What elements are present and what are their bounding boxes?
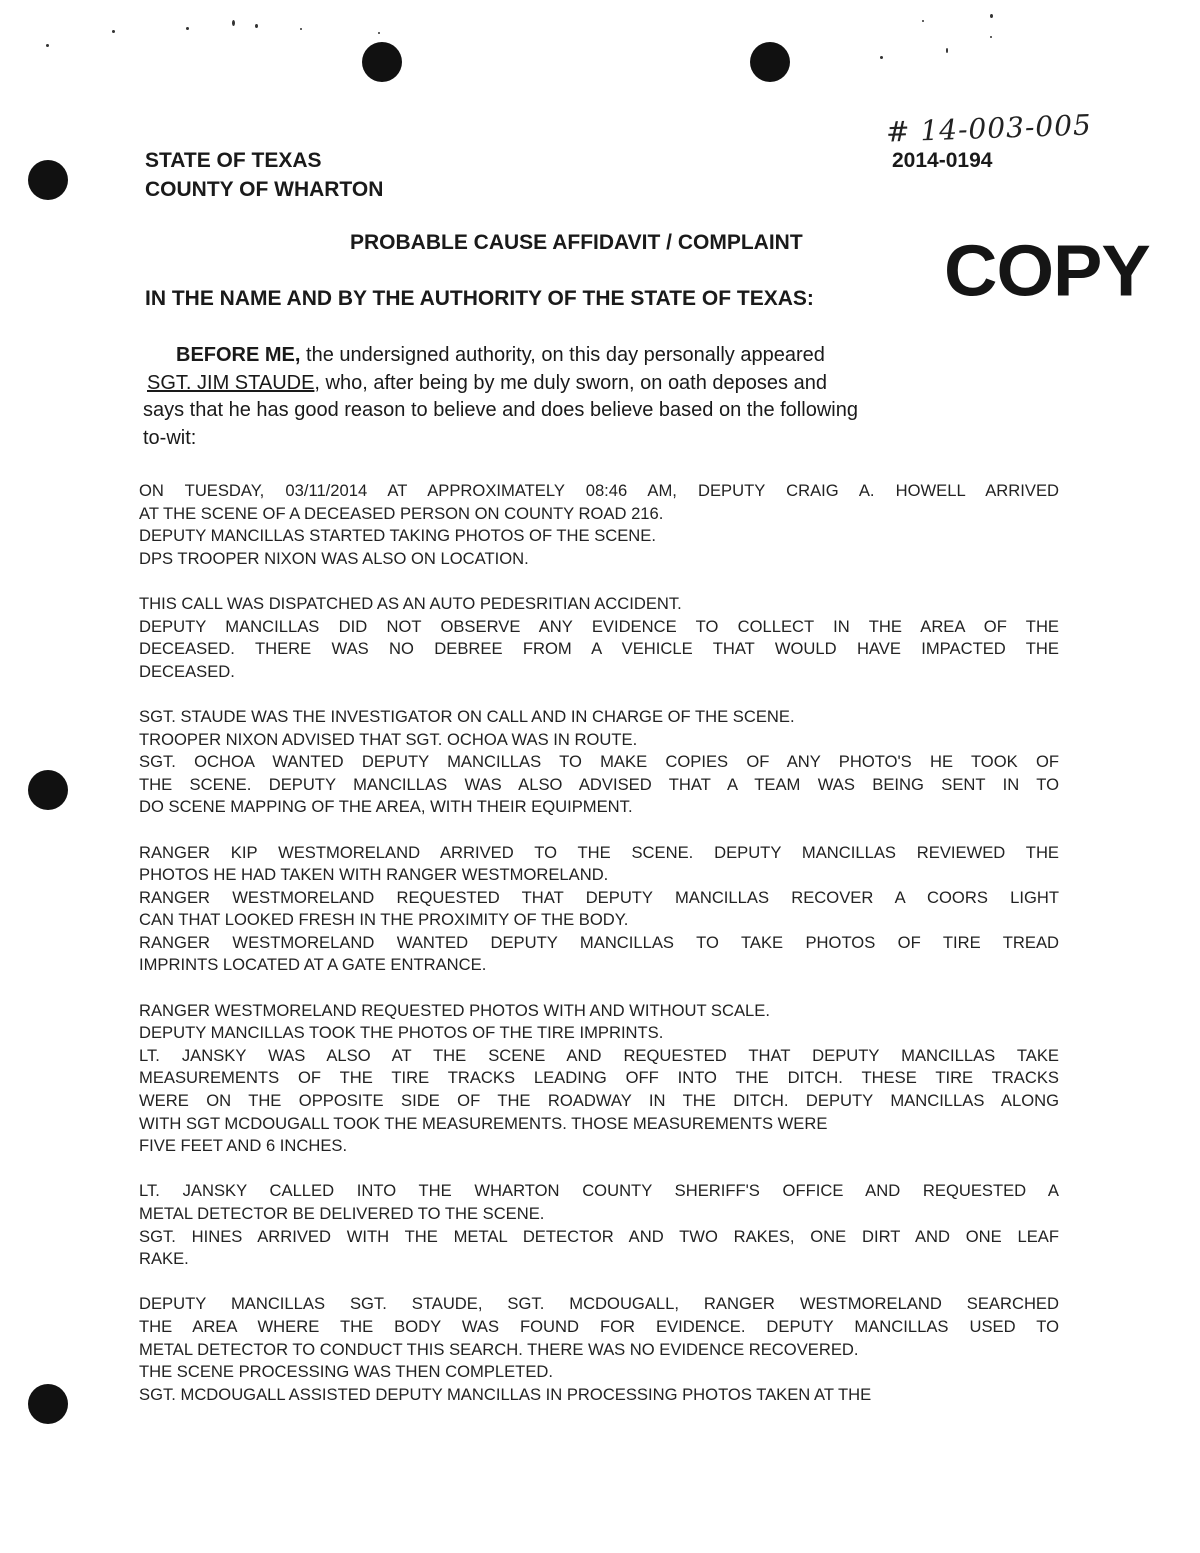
scan-speck xyxy=(880,56,883,59)
narrative-line: WERE ON THE OPPOSITE SIDE OF THE ROADWAY IN THE DITCH. DEPUTY MANCILLAS ALONG xyxy=(139,1091,1059,1111)
scan-speck xyxy=(300,28,302,30)
narrative-line: DEPUTY MANCILLAS SGT. STAUDE, SGT. MCDOUGALL, RANGER WESTMORELAND SEARCHED xyxy=(139,1294,1059,1314)
scan-speck xyxy=(946,48,948,53)
intro-line-1 xyxy=(143,342,1003,370)
scan-speck xyxy=(46,44,49,47)
narrative-line: DECEASED. THERE WAS NO DEBREE FROM A VEHICLE THAT WOULD HAVE IMPACTED THE xyxy=(139,639,1059,659)
narrative-line: SGT. HINES ARRIVED WITH THE METAL DETECTOR AND TWO RAKES, ONE DIRT AND ONE LEAF xyxy=(139,1226,1059,1246)
intro-text-1: the undersigned authority, on this day personally appeared xyxy=(300,344,825,366)
narrative-line: SGT. OCHOA WANTED DEPUTY MANCILLAS TO MAKE COPIES OF ANY PHOTO'S HE TOOK OF xyxy=(139,752,1059,772)
punch-hole-left-2 xyxy=(28,770,68,810)
narrative-line: RANGER KIP WESTMORELAND ARRIVED TO THE SCENE. DEPUTY MANCILLAS REVIEWED THE xyxy=(139,842,1059,862)
narrative-line: LT. JANSKY CALLED INTO THE WHARTON COUNTY SHERIFF'S OFFICE AND REQUESTED A xyxy=(139,1181,1059,1201)
copy-stamp: COPY xyxy=(944,229,1150,312)
narrative-line: RAKE. xyxy=(139,1249,189,1269)
narrative-paragraph xyxy=(139,706,1059,819)
narrative-line: DEPUTY MANCILLAS DID NOT OBSERVE ANY EVIDENCE TO COLLECT IN THE AREA OF THE xyxy=(139,616,1059,636)
narrative-line: THE SCENE. DEPUTY MANCILLAS WAS ALSO ADVISED THAT A TEAM WAS BEING SENT IN TO xyxy=(139,774,1059,794)
narrative-line: SGT. STAUDE WAS THE INVESTIGATOR ON CALL AND IN CHARGE OF THE SCENE. xyxy=(139,706,795,726)
narrative-line: SGT. MCDOUGALL ASSISTED DEPUTY MANCILLAS IN PROCESSING PHOTOS TAKEN AT THE xyxy=(139,1384,872,1404)
scan-speck xyxy=(922,20,924,22)
case-number: 2014-0194 xyxy=(892,149,993,172)
scan-speck xyxy=(990,36,992,38)
intro-line-3: says that he has good reason to believe and does believe based on the following xyxy=(143,399,858,421)
punch-hole-left-3 xyxy=(28,1384,68,1424)
narrative-paragraph xyxy=(139,842,1059,978)
punch-hole-top-right xyxy=(750,42,790,82)
handwritten-case-number: # 14-003-005 xyxy=(885,108,1093,149)
narrative-paragraph xyxy=(139,1293,1059,1406)
intro-lead: BEFORE ME, xyxy=(176,344,301,366)
intro-text-2: , who, after being by me duly sworn, on oath deposes and xyxy=(314,371,827,394)
scan-speck xyxy=(112,30,115,33)
narrative-line: FIVE FEET AND 6 INCHES. xyxy=(139,1136,348,1156)
state-heading: STATE OF TEXAS xyxy=(145,149,322,172)
scan-speck xyxy=(232,20,235,26)
punch-hole-top-left xyxy=(362,42,402,82)
narrative-line: ON TUESDAY, 03/11/2014 AT APPROXIMATELY 08:46 AM, DEPUTY CRAIG A. HOWELL ARRIVED xyxy=(139,481,1059,500)
scan-speck xyxy=(990,14,993,18)
narrative-line: AT THE SCENE OF A DECEASED PERSON ON COUNTY ROAD 216. xyxy=(139,503,664,523)
narrative-line: METAL DETECTOR BE DELIVERED TO THE SCENE. xyxy=(139,1204,545,1223)
narrative-line: RANGER WESTMORELAND REQUESTED THAT DEPUTY MANCILLAS RECOVER A COORS LIGHT xyxy=(139,887,1059,907)
scan-speck xyxy=(378,32,380,34)
narrative-paragraph xyxy=(139,1180,1059,1270)
intro-paragraph xyxy=(143,342,1003,452)
narrative-line: METAL DETECTOR TO CONDUCT THIS SEARCH. THERE WAS NO EVIDENCE RECOVERED. xyxy=(139,1339,859,1359)
narrative-line: DO SCENE MAPPING OF THE AREA, WITH THEIR EQUIPMENT. xyxy=(139,797,633,817)
intro-line-4: to-wit: xyxy=(143,426,197,449)
narrative-line: RANGER WESTMORELAND WANTED DEPUTY MANCILLAS TO TAKE PHOTOS OF TIRE TREAD xyxy=(139,932,1059,952)
narrative-line: DEPUTY MANCILLAS STARTED TAKING PHOTOS OF THE SCENE. xyxy=(139,526,656,546)
narrative-paragraph xyxy=(139,593,1059,683)
narrative-line: THE AREA WHERE THE BODY WAS FOUND FOR EVIDENCE. DEPUTY MANCILLAS USED TO xyxy=(139,1316,1059,1336)
narrative-line: THIS CALL WAS DISPATCHED AS AN AUTO PEDESRITIAN ACCIDENT. xyxy=(139,593,682,613)
punch-hole-left-1 xyxy=(28,160,68,200)
narrative-paragraph xyxy=(139,480,1059,570)
intro-line-2 xyxy=(143,370,1003,398)
narrative-line: THE SCENE PROCESSING WAS THEN COMPLETED. xyxy=(139,1362,553,1382)
document-title: PROBABLE CAUSE AFFIDAVIT / COMPLAINT xyxy=(350,231,803,254)
narrative-line: IMPRINTS LOCATED AT A GATE ENTRANCE. xyxy=(139,955,487,975)
narrative-line: DPS TROOPER NIXON WAS ALSO ON LOCATION. xyxy=(139,548,529,568)
narrative-line: CAN THAT LOOKED FRESH IN THE PROXIMITY OF THE BODY. xyxy=(139,910,629,930)
narrative-line: LT. JANSKY WAS ALSO AT THE SCENE AND REQUESTED THAT DEPUTY MANCILLAS TAKE xyxy=(139,1045,1059,1065)
narrative-line: WITH SGT MCDOUGALL TOOK THE MEASUREMENTS. THOSE MEASUREMENTS WERE xyxy=(139,1113,828,1133)
narrative-line: TROOPER NIXON ADVISED THAT SGT. OCHOA WAS IN ROUTE. xyxy=(139,729,638,749)
county-heading: COUNTY OF WHARTON xyxy=(145,178,384,201)
narrative-line: RANGER WESTMORELAND REQUESTED PHOTOS WITH AND WITHOUT SCALE. xyxy=(139,1000,770,1020)
narrative-line: PHOTOS HE HAD TAKEN WITH RANGER WESTMORELAND. xyxy=(139,865,609,885)
authority-line: IN THE NAME AND BY THE AUTHORITY OF THE STATE OF TEXAS: xyxy=(145,287,814,310)
narrative-paragraph xyxy=(139,1000,1059,1158)
narrative-line: MEASUREMENTS OF THE TIRE TRACKS LEADING OFF INTO THE DITCH. THESE TIRE TRACKS xyxy=(139,1068,1059,1088)
narrative-line: DECEASED. xyxy=(139,661,235,681)
narrative-body xyxy=(139,480,1059,1429)
scan-speck xyxy=(186,27,189,30)
affiant-name: SGT. JIM STAUDE xyxy=(147,371,315,394)
narrative-line: DEPUTY MANCILLAS TOOK THE PHOTOS OF THE TIRE IMPRINTS. xyxy=(139,1023,664,1043)
scan-speck xyxy=(255,24,258,28)
